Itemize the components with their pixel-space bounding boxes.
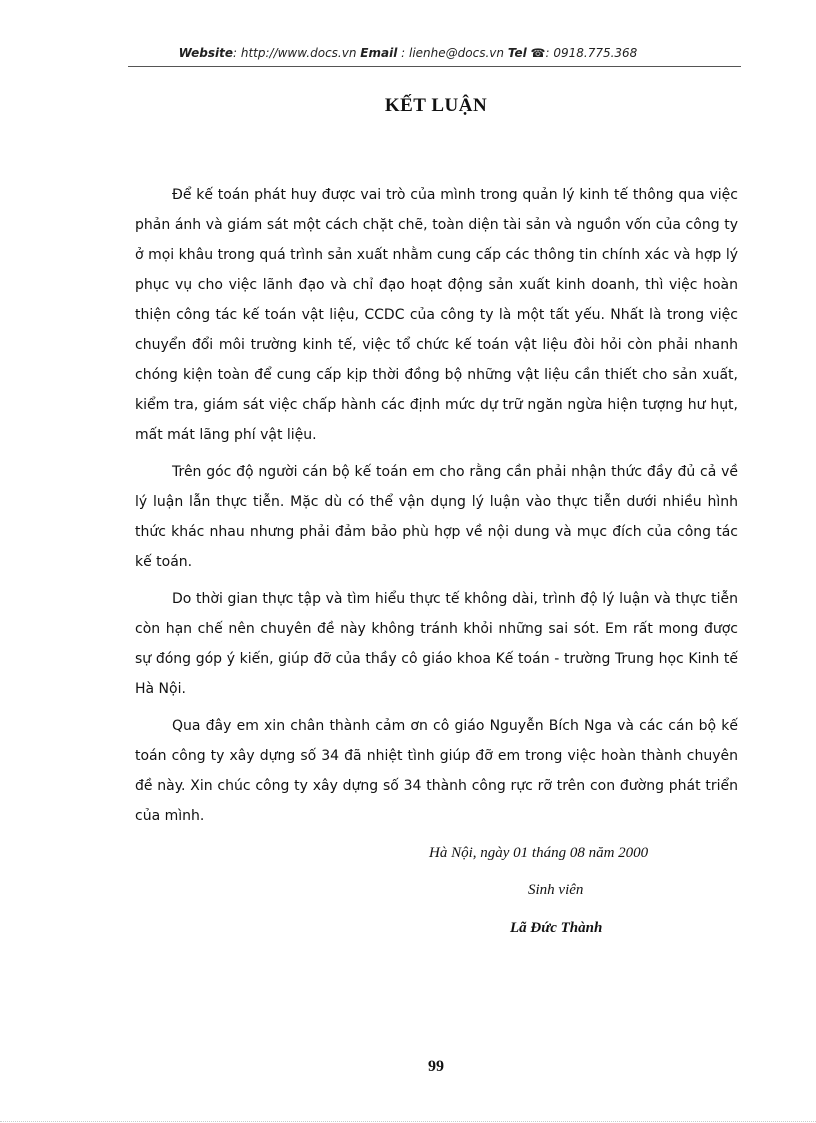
email-value: : lienhe@docs.vn (401, 46, 504, 60)
signature-date: Hà Nội, ngày 01 tháng 08 năm 2000 (429, 845, 649, 861)
tel-label: Tel (507, 46, 527, 60)
email-label: Email (360, 46, 398, 60)
phone-icon: ☎ (530, 46, 546, 60)
website-label: Website (178, 46, 233, 60)
website-value: : http://www.docs.vn (233, 46, 357, 60)
paragraph: Do thời gian thực tập và tìm hiểu thực tế không dài, trình độ lý luận và thực tiễn còn hạn chế nên chuyên đề này không tránh khỏi những sai sót. Em rất mong được sự đóng góp ý kiến, giúp đỡ của thầy cô giáo khoa Kế toán - trường Trung học Kinh tế Hà Nội. (135, 591, 738, 697)
paragraph: Trên góc độ người cán bộ kế toán em cho rằng cần phải nhận thức đầy đủ cả về lý luận lẫn thực tiễn. Mặc dù có thể vận dụng lý luận vào thực tiễn dưới nhiều hình thức khác nhau nhưng phải đảm bảo phù hợp về nội dung và mục đích của công tác kế toán. (135, 464, 738, 570)
signature-role: Sinh viên (528, 882, 584, 898)
signature-name: Lã Đức Thành (510, 920, 603, 936)
paragraph: Để kế toán phát huy được vai trò của mình trong quản lý kinh tế thông qua việc phản ánh và giám sát một cách chặt chẽ, toàn diện tài sản và nguồn vốn của công ty ở mọi khâu trong quá trình sản xuất nhằm cung cấp các thông tin chính xác và hợp lý phục vụ cho việc lãnh đạo và chỉ đạo hoạt động sản xuất kinh doanh, thì việc hoàn thiện công tác kế toán vật liệu, CCDC của công ty là một tất yếu. Nhất là trong việc chuyển đổi môi trường kinh tế, việc tổ chức kế toán vật liệu đòi hỏi còn phải nhanh chóng kiện toàn để cung cấp kịp thời đồng bộ những vật liệu cần thiết cho sản xuất, kiểm tra, giám sát việc chấp hành các định mức dự trữ ngăn ngừa hiện tượng hư hụt, mất mát lãng phí vật liệu. (135, 187, 738, 443)
header-divider (128, 66, 741, 67)
page-bottom-border (0, 1121, 816, 1122)
page-header (0, 46, 816, 60)
paragraph: Qua đây em xin chân thành cảm ơn cô giáo Nguyễn Bích Nga và các cán bộ kế toán công ty xây dựng số 34 đã nhiệt tình giúp đỡ em trong việc hoàn thành chuyên đề này. Xin chúc công ty xây dựng số 34 thành công rực rỡ trên con đường phát triển của mình. (135, 718, 738, 824)
body-text (135, 180, 738, 838)
page-number: 99 (428, 1058, 444, 1075)
tel-value: : 0918.775.368 (545, 46, 638, 60)
page-title: KẾT LUẬN (384, 95, 488, 116)
